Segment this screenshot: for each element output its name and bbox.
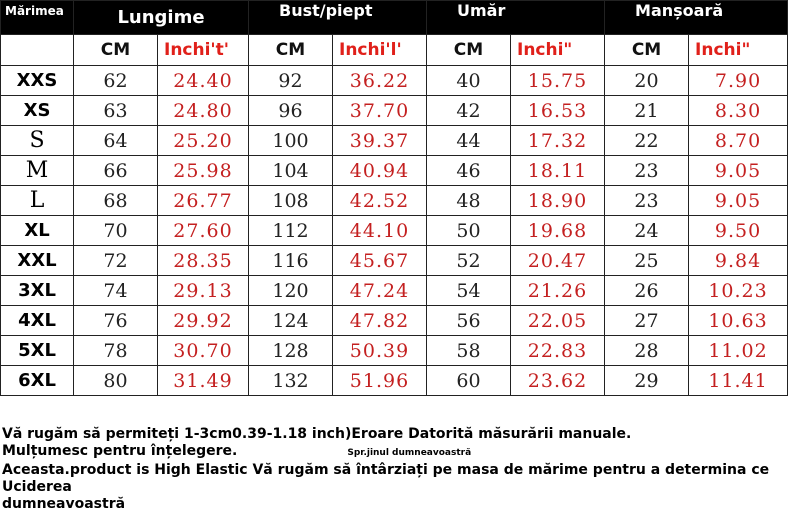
inch-value-cell: 11.02 [689,336,788,366]
inch-value-cell: 22.05 [511,306,605,336]
unit-cm-sleeve: CM [605,35,689,66]
cm-value-cell: 132 [249,366,333,396]
note-line-4: Uciderea [2,479,72,495]
inch-value-cell: 9.84 [689,246,788,276]
cm-value-cell: 28 [605,336,689,366]
inch-value-cell: 29.13 [158,276,249,306]
cm-value-cell: 29 [605,366,689,396]
group-header-length: Lungime [74,1,249,35]
inch-value-cell: 37.70 [333,96,427,126]
inch-value-cell: 47.82 [333,306,427,336]
cm-value-cell: 40 [427,66,511,96]
note-line-2-small: Spr.jinul dumneavoastră [347,448,472,458]
size-label: L [1,186,74,216]
cm-value-cell: 23 [605,156,689,186]
inch-value-cell: 17.32 [511,126,605,156]
cm-value-cell: 92 [249,66,333,96]
unit-header-row [1,35,788,66]
inch-value-cell: 9.05 [689,186,788,216]
inch-value-cell: 7.90 [689,66,788,96]
cm-value-cell: 48 [427,186,511,216]
table-row [1,66,788,96]
unit-inch-sleeve: Inchi" [689,35,788,66]
inch-value-cell: 44.10 [333,216,427,246]
table-row [1,216,788,246]
inch-value-cell: 47.24 [333,276,427,306]
inch-value-cell: 29.92 [158,306,249,336]
cm-value-cell: 58 [427,336,511,366]
unit-cm-length: CM [74,35,158,66]
inch-value-cell: 20.47 [511,246,605,276]
size-label: M [1,156,74,186]
inch-value-cell: 28.35 [158,246,249,276]
inch-value-cell: 19.68 [511,216,605,246]
cm-value-cell: 42 [427,96,511,126]
table-row [1,246,788,276]
cm-value-cell: 60 [427,366,511,396]
table-row [1,96,788,126]
inch-value-cell: 8.70 [689,126,788,156]
cm-value-cell: 20 [605,66,689,96]
cm-value-cell: 50 [427,216,511,246]
group-header-row [1,1,788,35]
size-label: XXL [1,246,74,276]
cm-value-cell: 70 [74,216,158,246]
inch-value-cell: 22.83 [511,336,605,366]
cm-value-cell: 100 [249,126,333,156]
table-row [1,306,788,336]
unit-inch-shoulder: Inchi" [511,35,605,66]
cm-value-cell: 124 [249,306,333,336]
size-label: 5XL [1,336,74,366]
table-row [1,276,788,306]
cm-value-cell: 96 [249,96,333,126]
cm-value-cell: 25 [605,246,689,276]
cm-value-cell: 44 [427,126,511,156]
inch-value-cell: 24.80 [158,96,249,126]
table-row [1,126,788,156]
cm-value-cell: 46 [427,156,511,186]
inch-value-cell: 25.20 [158,126,249,156]
cm-value-cell: 21 [605,96,689,126]
cm-value-cell: 68 [74,186,158,216]
cm-value-cell: 104 [249,156,333,186]
inch-value-cell: 25.98 [158,156,249,186]
inch-value-cell: 10.63 [689,306,788,336]
cm-value-cell: 72 [74,246,158,276]
cm-value-cell: 64 [74,126,158,156]
table-row [1,156,788,186]
cm-value-cell: 62 [74,66,158,96]
note-line-1: Vă rugăm să permiteți 1-3cm0.39-1.18 inch)Eroare Datorită măsurării manuale. [2,426,632,442]
table-row [1,186,788,216]
inch-value-cell: 9.05 [689,156,788,186]
size-label: XXS [1,66,74,96]
size-label: 4XL [1,306,74,336]
cm-value-cell: 120 [249,276,333,306]
cm-value-cell: 76 [74,306,158,336]
inch-value-cell: 45.67 [333,246,427,276]
cm-value-cell: 108 [249,186,333,216]
cm-value-cell: 66 [74,156,158,186]
inch-value-cell: 8.30 [689,96,788,126]
cm-value-cell: 22 [605,126,689,156]
inch-value-cell: 10.23 [689,276,788,306]
size-label: S [1,126,74,156]
inch-value-cell: 15.75 [511,66,605,96]
cm-value-cell: 116 [249,246,333,276]
table-row [1,366,788,396]
unit-header-empty [1,35,74,66]
cm-value-cell: 56 [427,306,511,336]
inch-value-cell: 36.22 [333,66,427,96]
group-header-bust: Bust/piept [249,1,427,35]
cm-value-cell: 80 [74,366,158,396]
note-line-5: dumneavoastră [2,496,126,512]
cm-value-cell: 54 [427,276,511,306]
inch-value-cell: 24.40 [158,66,249,96]
cm-value-cell: 78 [74,336,158,366]
cm-value-cell: 63 [74,96,158,126]
size-column-header: Mărimea [1,1,74,35]
size-label: XL [1,216,74,246]
note-line-3: Aceasta.product is High Elastic Vă rugăm să întârziați pe masa de mărime pentru a determina ce [2,462,770,478]
cm-value-cell: 112 [249,216,333,246]
inch-value-cell: 40.94 [333,156,427,186]
inch-value-cell: 39.37 [333,126,427,156]
unit-inch-bust: Inchi'l' [333,35,427,66]
inch-value-cell: 21.26 [511,276,605,306]
unit-cm-bust: CM [249,35,333,66]
size-label: XS [1,96,74,126]
disclaimer-notes [2,426,787,513]
note-line-2-text: Mulțumesc pentru înțelegere. [2,443,238,459]
group-header-sleeve: Manșoară [605,1,788,35]
inch-value-cell: 9.50 [689,216,788,246]
size-label: 3XL [1,276,74,306]
inch-value-cell: 16.53 [511,96,605,126]
inch-value-cell: 51.96 [333,366,427,396]
cm-value-cell: 74 [74,276,158,306]
inch-value-cell: 26.77 [158,186,249,216]
inch-value-cell: 27.60 [158,216,249,246]
inch-value-cell: 42.52 [333,186,427,216]
table-row [1,336,788,366]
inch-value-cell: 30.70 [158,336,249,366]
inch-value-cell: 50.39 [333,336,427,366]
inch-value-cell: 31.49 [158,366,249,396]
note-line-2 [2,443,787,462]
cm-value-cell: 24 [605,216,689,246]
cm-value-cell: 23 [605,186,689,216]
cm-value-cell: 27 [605,306,689,336]
inch-value-cell: 18.90 [511,186,605,216]
inch-value-cell: 11.41 [689,366,788,396]
inch-value-cell: 18.11 [511,156,605,186]
cm-value-cell: 52 [427,246,511,276]
unit-inch-length: Inchi't' [158,35,249,66]
cm-value-cell: 26 [605,276,689,306]
group-header-shoulder: Umăr [427,1,605,35]
size-label: 6XL [1,366,74,396]
unit-cm-shoulder: CM [427,35,511,66]
cm-value-cell: 128 [249,336,333,366]
inch-value-cell: 23.62 [511,366,605,396]
